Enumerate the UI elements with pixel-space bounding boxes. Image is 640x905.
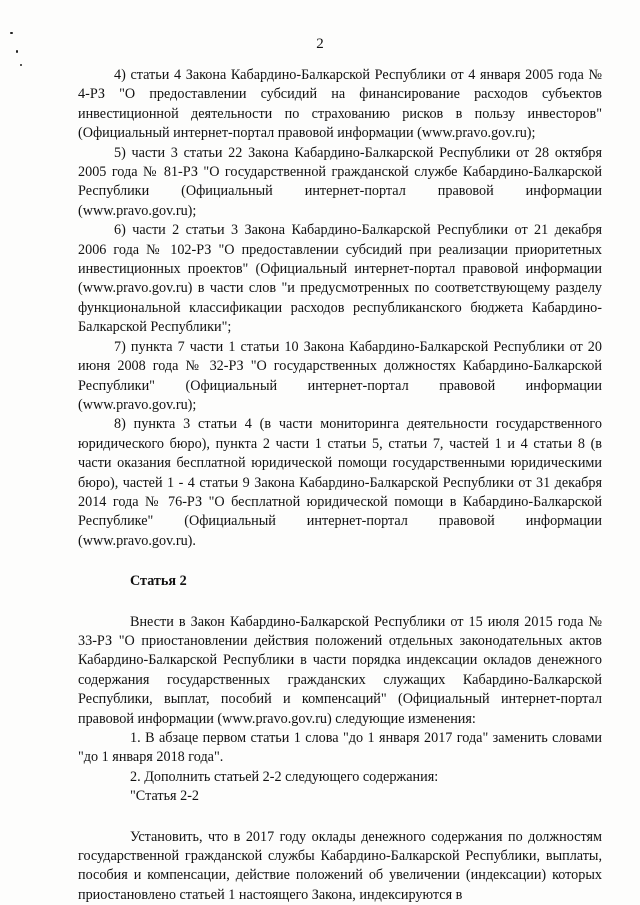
amendment-item: 1. В абзаце первом статьи 1 слова "до 1 января 2017 года" заменить словами "до 1 января 2018 года". [78,730,602,766]
amendment-item: 2. Дополнить статьей 2-2 следующего содержания: [130,768,439,785]
list-item: 7) пункта 7 части 1 статьи 10 Закона Кабардино-Балкарской Республики от 20 июня 2008 года № 32-РЗ "О государственных должностях Кабардино-Балкарской Республики" (Официальный интернет-портал правовой информации (www.pravo.gov.ru); [78,338,602,413]
scan-speck [10,32,13,34]
list-item: 8) пункта 3 статьи 4 (в части мониторинга деятельности государственного юридического бюро), пункта 2 части 1 статьи 5, статьи 7, частей 1 и 4 статьи 8 (в части оказания бесплатной юридической помощи государственными юридическими бюро), частей 1 - 4 статьи 9 Закона Кабардино-Балкарской Республики от 31 декабря 2014 года № 76-РЗ "О бесплатной юридической помощи в Кабардино-Балкарской Республике" (Официальный интернет-портал правовой информации (www.pravo.gov.ru). [78,416,602,549]
new-article-text: Установить, что в 2017 году оклады денежного содержания по должностям государственной гражданской службы Кабардино-Балкарской Республики, выплаты, пособия и компенсации, действие положений об увеличении (индексации) которых приостановлено статьей 1 настоящего Закона, индексируются в [78,828,602,903]
new-article-heading: "Статья 2-2 [130,788,200,805]
article-heading: Статья 2 [130,573,187,590]
document-body [78,66,602,905]
list-item: 6) части 2 статьи 3 Закона Кабардино-Балкарской Республики от 21 декабря 2006 года № 102-РЗ "О предоставлении субсидий при реализации приоритетных инвестиционных проектов" (Официальный интернет-портал правовой информации (www.pravo.gov.ru) в части слов "и предусмотренных по соответствующему разделу функциональной классификации расходов республиканского бюджета Кабардино-Балкарской Республики"; [78,222,602,336]
list-item: 5) части 3 статьи 22 Закона Кабардино-Балкарской Республики от 28 октября 2005 года № 81-РЗ "О государственной гражданской службе Кабардино-Балкарской Республики (Официальный интернет-портал правовой информации (www.pravo.gov.ru); [78,144,602,219]
article-intro: Внести в Закон Кабардино-Балкарской Республики от 15 июля 2015 года № 33-РЗ "О приостановлении действия положений отдельных законодательных актов Кабардино-Балкарской Республики в части порядка индексации окладов денежного содержания государственных гражданских служащих Кабардино-Балкарской Республики, выплат, пособий и компенсаций" (Официальный интернет-портал правовой информации (www.pravo.gov.ru) следующие изменения: [78,613,602,727]
scan-speck [20,64,22,66]
page-number: 2 [316,36,324,52]
list-item: 4) статьи 4 Закона Кабардино-Балкарской Республики от 4 января 2005 года № 4-РЗ "О предоставлении субсидий на финансирование расходов субъектов инвестиционной деятельности по страхованию рисков в пользу инвесторов" (Официальный интернет-портал правовой информации (www.pravo.gov.ru); [78,67,602,142]
